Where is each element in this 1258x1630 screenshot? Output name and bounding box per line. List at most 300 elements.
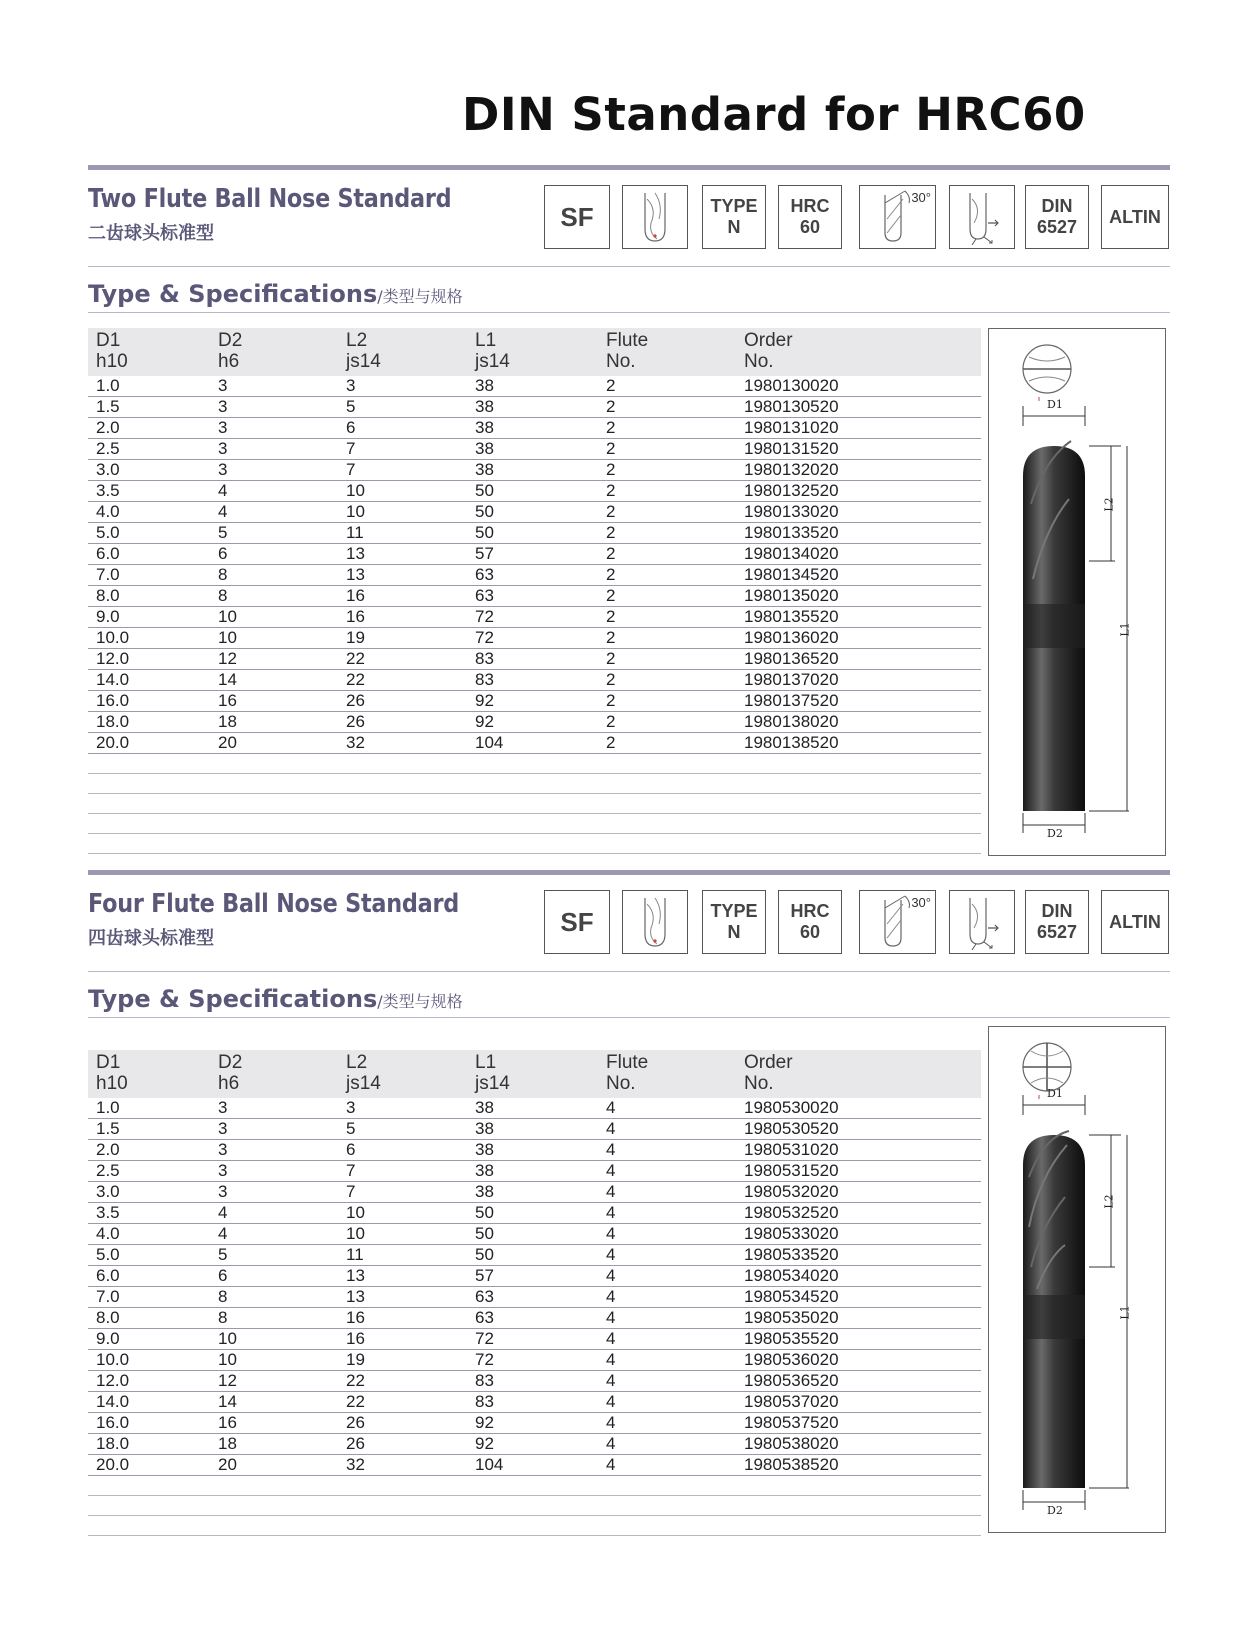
table-cell: 83 bbox=[475, 649, 494, 668]
table-cell: 4 bbox=[606, 1140, 616, 1159]
table-row bbox=[88, 1182, 981, 1203]
spec-heading bbox=[88, 280, 463, 308]
table-cell: 18 bbox=[218, 1434, 237, 1453]
table-cell: 50 bbox=[475, 481, 494, 500]
spec-heading-en: Type & Specifications bbox=[88, 985, 378, 1013]
table-cell: 14.0 bbox=[96, 1392, 130, 1411]
table-cell: 32 bbox=[346, 733, 365, 752]
table-cell: 2 bbox=[606, 712, 616, 731]
table-cell: 2 bbox=[606, 439, 616, 458]
table-cell: 3.0 bbox=[96, 460, 120, 479]
table-cell: 38 bbox=[475, 1161, 494, 1180]
table-cell: 4 bbox=[606, 1434, 616, 1453]
column-header bbox=[744, 330, 793, 372]
table-row bbox=[88, 1329, 981, 1350]
table-row bbox=[88, 1392, 981, 1413]
table-cell: 72 bbox=[475, 628, 494, 647]
table-row bbox=[88, 1098, 981, 1119]
table-cell: 10 bbox=[218, 628, 237, 647]
column-header bbox=[346, 1052, 381, 1094]
table-row bbox=[88, 649, 981, 670]
table-cell: 10.0 bbox=[96, 1350, 130, 1369]
table-cell: 2 bbox=[606, 649, 616, 668]
table-cell: 16 bbox=[346, 607, 365, 626]
table-cell: 16.0 bbox=[96, 1413, 130, 1432]
table-row bbox=[88, 439, 981, 460]
table-cell: 92 bbox=[475, 1434, 494, 1453]
spec-heading bbox=[88, 985, 463, 1013]
table-cell: 38 bbox=[475, 1140, 494, 1159]
column-header bbox=[475, 1052, 510, 1094]
table-cell: 1980134520 bbox=[744, 565, 839, 584]
feature-label: DIN bbox=[1041, 196, 1073, 216]
table-cell: 50 bbox=[475, 1245, 494, 1264]
column-header-top: Order bbox=[744, 330, 793, 351]
table-row bbox=[88, 691, 981, 712]
table-cell: 92 bbox=[475, 712, 494, 731]
table-cell: 10 bbox=[346, 502, 365, 521]
feature-badge bbox=[1101, 890, 1169, 954]
table-cell: 4 bbox=[606, 1266, 616, 1285]
table-cell: 5 bbox=[218, 523, 228, 542]
table-cell: 5 bbox=[218, 1245, 228, 1264]
table-cell: 3 bbox=[218, 397, 228, 416]
column-header-bottom: h6 bbox=[218, 1073, 240, 1094]
table-row bbox=[88, 628, 981, 649]
feature-badge bbox=[1025, 185, 1089, 249]
table-cell: 5.0 bbox=[96, 523, 120, 542]
column-header-bottom: No. bbox=[744, 1073, 774, 1094]
table-row bbox=[88, 733, 981, 754]
column-header bbox=[606, 330, 648, 372]
feature-label: TYPE bbox=[710, 901, 758, 921]
table-cell: 6 bbox=[346, 1140, 356, 1159]
table-row bbox=[88, 523, 981, 544]
feature-text bbox=[1037, 196, 1077, 238]
column-header-top: L2 bbox=[346, 1052, 368, 1073]
feature-text bbox=[1037, 901, 1077, 943]
table-cell: 1980534520 bbox=[744, 1287, 839, 1306]
table-cell: 1.5 bbox=[96, 397, 120, 416]
table-cell: 2 bbox=[606, 670, 616, 689]
table-cell: 5 bbox=[346, 397, 356, 416]
rule bbox=[88, 971, 1170, 972]
empty-row bbox=[88, 794, 981, 814]
table-cell: 32 bbox=[346, 1455, 365, 1474]
feature-label: DIN bbox=[1041, 901, 1073, 921]
table-cell: 1980138020 bbox=[744, 712, 839, 731]
dim-label-d2: D2 bbox=[1047, 827, 1063, 840]
column-header-bottom: No. bbox=[744, 351, 774, 372]
table-cell: 4 bbox=[218, 502, 228, 521]
column-header-bottom: js14 bbox=[475, 1073, 510, 1094]
spec-table bbox=[88, 328, 981, 854]
table-cell: 1980135020 bbox=[744, 586, 839, 605]
table-cell: 16.0 bbox=[96, 691, 130, 710]
table-cell: 7 bbox=[346, 1161, 356, 1180]
feature-label: HRC bbox=[790, 196, 830, 216]
table-cell: 1980533520 bbox=[744, 1245, 839, 1264]
table-cell: 10 bbox=[346, 1203, 365, 1222]
dim-label-d1: D1 bbox=[1047, 1087, 1063, 1100]
rotation-icon bbox=[949, 890, 1015, 954]
feature-text bbox=[1109, 207, 1161, 228]
table-row bbox=[88, 1245, 981, 1266]
table-cell: 10 bbox=[218, 1350, 237, 1369]
table-cell: 63 bbox=[475, 1308, 494, 1327]
table-cell: 20.0 bbox=[96, 1455, 130, 1474]
table-cell: 1980133020 bbox=[744, 502, 839, 521]
table-cell: 1980136520 bbox=[744, 649, 839, 668]
table-cell: 1980536020 bbox=[744, 1350, 839, 1369]
table-cell: 2 bbox=[606, 628, 616, 647]
feature-label: 60 bbox=[799, 922, 821, 942]
table-cell: 2.0 bbox=[96, 1140, 120, 1159]
table-cell: 50 bbox=[475, 1203, 494, 1222]
table-cell: 6 bbox=[218, 1266, 228, 1285]
table-cell: 8.0 bbox=[96, 586, 120, 605]
feature-badge bbox=[544, 890, 610, 954]
column-header-bottom: js14 bbox=[346, 351, 381, 372]
column-header-bottom: No. bbox=[606, 351, 636, 372]
column-header-top: Flute bbox=[606, 330, 649, 351]
table-cell: 1980131020 bbox=[744, 418, 839, 437]
table-cell: 3 bbox=[218, 1182, 228, 1201]
table-cell: 14 bbox=[218, 670, 237, 689]
table-cell: 1980132520 bbox=[744, 481, 839, 500]
feature-text bbox=[791, 196, 830, 238]
table-cell: 72 bbox=[475, 1329, 494, 1348]
table-cell: 12 bbox=[218, 649, 237, 668]
ball-nose-icon bbox=[622, 890, 688, 954]
column-header bbox=[218, 330, 242, 372]
table-cell: 2 bbox=[606, 502, 616, 521]
table-cell: 9.0 bbox=[96, 607, 120, 626]
table-cell: 6 bbox=[218, 544, 228, 563]
table-cell: 1980533020 bbox=[744, 1224, 839, 1243]
column-header-bottom: h10 bbox=[96, 1073, 128, 1094]
table-cell: 1980135520 bbox=[744, 607, 839, 626]
column-header bbox=[606, 1052, 648, 1094]
table-cell: 72 bbox=[475, 1350, 494, 1369]
helix-angle-label: 30° bbox=[911, 895, 931, 910]
table-cell: 3 bbox=[218, 1161, 228, 1180]
table-cell: 38 bbox=[475, 1098, 494, 1117]
dim-label-l1: L1 bbox=[1118, 621, 1132, 637]
table-header bbox=[88, 1050, 981, 1098]
table-cell: 2 bbox=[606, 586, 616, 605]
section-divider bbox=[88, 165, 1170, 170]
table-cell: 2 bbox=[606, 418, 616, 437]
table-cell: 1980531020 bbox=[744, 1140, 839, 1159]
table-row bbox=[88, 1161, 981, 1182]
table-cell: 8.0 bbox=[96, 1308, 120, 1327]
table-cell: 7.0 bbox=[96, 1287, 120, 1306]
table-header bbox=[88, 328, 981, 376]
table-cell: 20.0 bbox=[96, 733, 130, 752]
table-cell: 38 bbox=[475, 1119, 494, 1138]
table-cell: 63 bbox=[475, 565, 494, 584]
table-cell: 3 bbox=[218, 418, 228, 437]
table-cell: 1980137520 bbox=[744, 691, 839, 710]
table-cell: 2 bbox=[606, 565, 616, 584]
tool-diagram bbox=[988, 328, 1166, 856]
helix-angle-icon bbox=[859, 890, 936, 954]
table-cell: 38 bbox=[475, 460, 494, 479]
table-cell: 83 bbox=[475, 1392, 494, 1411]
table-cell: 3.5 bbox=[96, 1203, 120, 1222]
table-cell: 92 bbox=[475, 1413, 494, 1432]
table-cell: 7.0 bbox=[96, 565, 120, 584]
table-cell: 4 bbox=[606, 1371, 616, 1390]
column-header-top: L2 bbox=[346, 330, 368, 351]
feature-badge bbox=[544, 185, 610, 249]
table-cell: 13 bbox=[346, 565, 365, 584]
table-cell: 2 bbox=[606, 523, 616, 542]
table-cell: 1980536520 bbox=[744, 1371, 839, 1390]
table-cell: 26 bbox=[346, 712, 365, 731]
table-cell: 92 bbox=[475, 691, 494, 710]
table-cell: 22 bbox=[346, 1392, 365, 1411]
empty-row bbox=[88, 814, 981, 834]
table-cell: 16 bbox=[218, 691, 237, 710]
table-cell: 3 bbox=[346, 376, 356, 395]
rule bbox=[88, 266, 1170, 267]
table-cell: 50 bbox=[475, 523, 494, 542]
table-cell: 1980130520 bbox=[744, 397, 839, 416]
table-cell: 4 bbox=[606, 1224, 616, 1243]
table-cell: 38 bbox=[475, 1182, 494, 1201]
table-row bbox=[88, 1455, 981, 1476]
dim-label-d2: D2 bbox=[1047, 1504, 1063, 1517]
table-cell: 4 bbox=[218, 481, 228, 500]
empty-row bbox=[88, 1516, 981, 1536]
table-row bbox=[88, 712, 981, 733]
feature-label: TYPE bbox=[710, 196, 758, 216]
spec-heading-cn: /类型与规格 bbox=[377, 992, 463, 1011]
tool-diagram bbox=[988, 1026, 1166, 1533]
table-cell: 20 bbox=[218, 1455, 237, 1474]
table-cell: 1980538020 bbox=[744, 1434, 839, 1453]
table-cell: 1980132020 bbox=[744, 460, 839, 479]
feature-label: ALTIN bbox=[1109, 911, 1161, 932]
table-cell: 7 bbox=[346, 1182, 356, 1201]
table-cell: 50 bbox=[475, 502, 494, 521]
table-cell: 3 bbox=[218, 1140, 228, 1159]
table-cell: 11 bbox=[346, 523, 364, 542]
table-cell: 19 bbox=[346, 1350, 365, 1369]
rotation-icon bbox=[949, 185, 1015, 249]
feature-label: N bbox=[727, 922, 741, 942]
table-cell: 2 bbox=[606, 733, 616, 752]
table-cell: 1980535520 bbox=[744, 1329, 839, 1348]
table-cell: 1980535020 bbox=[744, 1308, 839, 1327]
feature-label: 6527 bbox=[1036, 922, 1078, 942]
feature-text bbox=[560, 906, 594, 937]
table-cell: 83 bbox=[475, 1371, 494, 1390]
table-row bbox=[88, 1119, 981, 1140]
table-row bbox=[88, 502, 981, 523]
table-row bbox=[88, 1350, 981, 1371]
table-cell: 6 bbox=[346, 418, 356, 437]
table-cell: 2 bbox=[606, 481, 616, 500]
table-cell: 1980538520 bbox=[744, 1455, 839, 1474]
table-cell: 1980532520 bbox=[744, 1203, 839, 1222]
table-cell: 1980137020 bbox=[744, 670, 839, 689]
column-header-top: Order bbox=[744, 1052, 793, 1073]
table-cell: 16 bbox=[346, 1308, 365, 1327]
table-cell: 2 bbox=[606, 544, 616, 563]
helix-angle-icon bbox=[859, 185, 936, 249]
table-row bbox=[88, 1308, 981, 1329]
table-cell: 1980130020 bbox=[744, 376, 839, 395]
table-row bbox=[88, 586, 981, 607]
table-row bbox=[88, 565, 981, 586]
table-cell: 10 bbox=[346, 1224, 365, 1243]
table-cell: 1.0 bbox=[96, 376, 120, 395]
table-row bbox=[88, 460, 981, 481]
table-cell: 10.0 bbox=[96, 628, 130, 647]
feature-text bbox=[710, 196, 757, 238]
table-row bbox=[88, 607, 981, 628]
table-cell: 10 bbox=[346, 481, 365, 500]
column-header-top: Flute bbox=[606, 1052, 649, 1073]
table-cell: 38 bbox=[475, 418, 494, 437]
table-cell: 4 bbox=[606, 1413, 616, 1432]
table-cell: 12.0 bbox=[96, 649, 130, 668]
empty-row bbox=[88, 774, 981, 794]
feature-label: SF bbox=[560, 201, 594, 232]
column-header bbox=[218, 1052, 242, 1094]
feature-badge bbox=[1101, 185, 1169, 249]
table-row bbox=[88, 544, 981, 565]
table-row bbox=[88, 1413, 981, 1434]
column-header-top: D2 bbox=[218, 330, 243, 351]
section-divider bbox=[88, 870, 1170, 875]
table-cell: 6.0 bbox=[96, 1266, 120, 1285]
table-row bbox=[88, 670, 981, 691]
table-cell: 5 bbox=[346, 1119, 356, 1138]
product-title: Four Flute Ball Nose Standard bbox=[88, 889, 459, 919]
table-cell: 4.0 bbox=[96, 502, 120, 521]
table-cell: 8 bbox=[218, 1287, 228, 1306]
table-row bbox=[88, 481, 981, 502]
table-row bbox=[88, 418, 981, 439]
feature-badge bbox=[702, 890, 766, 954]
column-header bbox=[475, 330, 510, 372]
table-cell: 4 bbox=[606, 1182, 616, 1201]
feature-label: 60 bbox=[799, 217, 821, 237]
table-cell: 4 bbox=[606, 1245, 616, 1264]
table-cell: 2 bbox=[606, 460, 616, 479]
spec-heading-cn: /类型与规格 bbox=[377, 287, 463, 306]
feature-label: ALTIN bbox=[1109, 206, 1161, 227]
table-cell: 8 bbox=[218, 1308, 228, 1327]
column-header-bottom: js14 bbox=[346, 1073, 381, 1094]
table-cell: 57 bbox=[475, 1266, 494, 1285]
table-cell: 2.5 bbox=[96, 1161, 120, 1180]
table-cell: 4 bbox=[606, 1308, 616, 1327]
table-cell: 18.0 bbox=[96, 712, 130, 731]
table-cell: 1980537520 bbox=[744, 1413, 839, 1432]
dim-label-d1: D1 bbox=[1047, 398, 1063, 411]
column-header bbox=[96, 1052, 128, 1094]
table-cell: 2.0 bbox=[96, 418, 120, 437]
table-cell: 10 bbox=[218, 1329, 237, 1348]
feature-label: N bbox=[727, 217, 741, 237]
table-cell: 22 bbox=[346, 1371, 365, 1390]
table-cell: 18.0 bbox=[96, 1434, 130, 1453]
table-row bbox=[88, 1371, 981, 1392]
table-cell: 38 bbox=[475, 397, 494, 416]
spec-table bbox=[88, 1050, 981, 1536]
table-cell: 3 bbox=[346, 1098, 356, 1117]
feature-label: HRC bbox=[790, 901, 830, 921]
column-header-top: D2 bbox=[218, 1052, 243, 1073]
table-cell: 3.0 bbox=[96, 1182, 120, 1201]
table-cell: 1980138520 bbox=[744, 733, 839, 752]
column-header-bottom: js14 bbox=[475, 351, 510, 372]
table-cell: 4 bbox=[218, 1224, 228, 1243]
table-cell: 16 bbox=[346, 1329, 365, 1348]
empty-row bbox=[88, 1476, 981, 1496]
table-cell: 3 bbox=[218, 460, 228, 479]
table-cell: 20 bbox=[218, 733, 237, 752]
table-cell: 4 bbox=[606, 1119, 616, 1138]
table-cell: 1980531520 bbox=[744, 1161, 839, 1180]
column-header-bottom: No. bbox=[606, 1073, 636, 1094]
table-cell: 1980131520 bbox=[744, 439, 839, 458]
table-cell: 1.0 bbox=[96, 1098, 120, 1117]
table-cell: 2 bbox=[606, 607, 616, 626]
table-cell: 13 bbox=[346, 1287, 365, 1306]
table-row bbox=[88, 397, 981, 418]
empty-row bbox=[88, 1496, 981, 1516]
table-cell: 19 bbox=[346, 628, 365, 647]
table-cell: 12.0 bbox=[96, 1371, 130, 1390]
table-cell: 1980136020 bbox=[744, 628, 839, 647]
table-cell: 13 bbox=[346, 1266, 365, 1285]
dim-label-l2: L2 bbox=[1102, 496, 1116, 512]
table-cell: 63 bbox=[475, 1287, 494, 1306]
table-cell: 22 bbox=[346, 649, 365, 668]
column-header bbox=[96, 330, 128, 372]
table-cell: 2 bbox=[606, 376, 616, 395]
table-cell: 2.5 bbox=[96, 439, 120, 458]
feature-badge bbox=[702, 185, 766, 249]
feature-label: 6527 bbox=[1036, 217, 1078, 237]
table-cell: 26 bbox=[346, 1413, 365, 1432]
table-cell: 4 bbox=[606, 1350, 616, 1369]
table-cell: 1980537020 bbox=[744, 1392, 839, 1411]
table-cell: 8 bbox=[218, 586, 228, 605]
column-header-top: D1 bbox=[96, 330, 121, 351]
table-cell: 104 bbox=[475, 733, 504, 752]
column-header-top: L1 bbox=[475, 330, 497, 351]
feature-text bbox=[710, 901, 757, 943]
feature-badge bbox=[778, 185, 842, 249]
product-title: Two Flute Ball Nose Standard bbox=[88, 184, 452, 214]
table-cell: 1980532020 bbox=[744, 1182, 839, 1201]
table-cell: 12 bbox=[218, 1371, 237, 1390]
table-cell: 1980530020 bbox=[744, 1098, 839, 1117]
table-cell: 3 bbox=[218, 1098, 228, 1117]
table-cell: 18 bbox=[218, 712, 237, 731]
table-cell: 9.0 bbox=[96, 1329, 120, 1348]
table-cell: 22 bbox=[346, 670, 365, 689]
product-subtitle: 二齿球头标准型 bbox=[88, 223, 214, 244]
table-cell: 104 bbox=[475, 1455, 504, 1474]
